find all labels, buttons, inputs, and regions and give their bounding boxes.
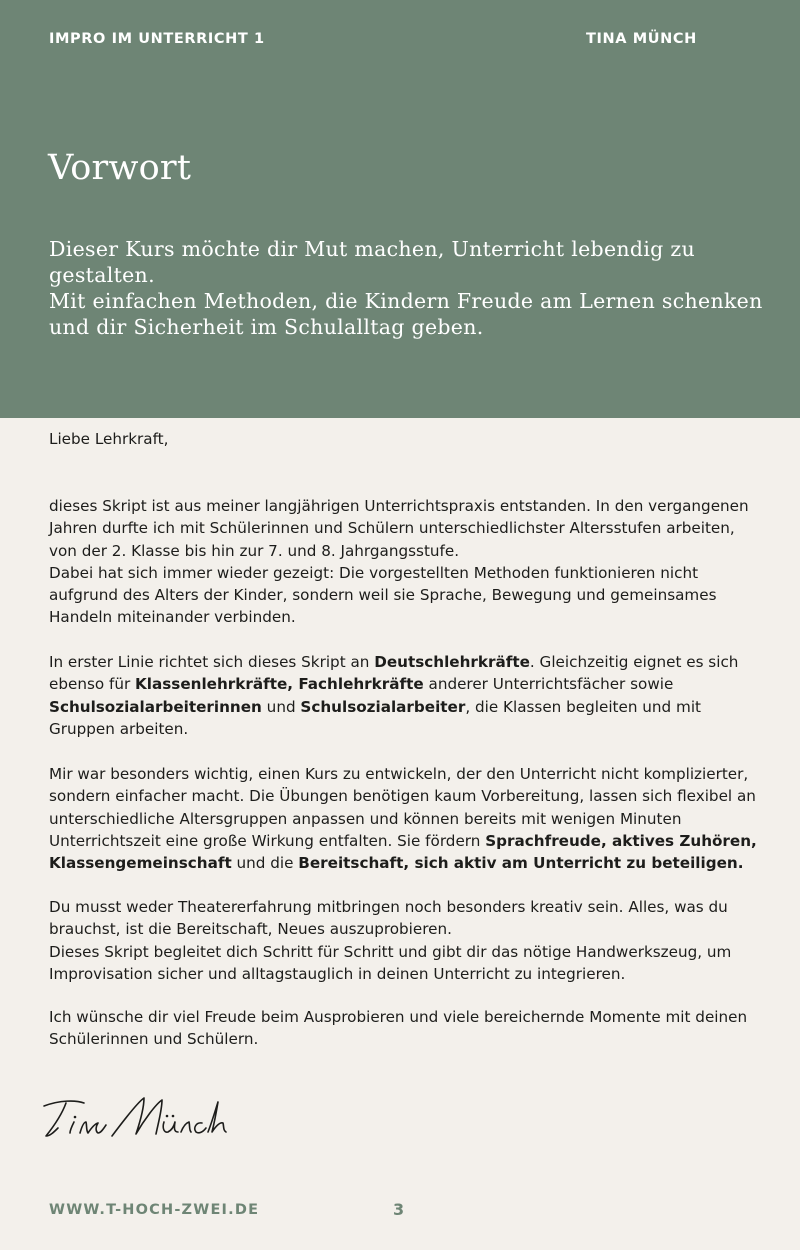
text-run: und xyxy=(261,697,301,716)
course-title: IMPRO IM UNTERRICHT 1 xyxy=(49,31,265,47)
text-run: . Gleichzeitig eignet es sich ebenso für xyxy=(49,653,739,694)
paragraph-text: Ich wünsche dir viel Freude beim Ausprobieren und viele bereichernde Momente mit deinen Schülerinnen und Schülern. xyxy=(49,1008,748,1049)
paragraph-1 xyxy=(49,495,764,629)
paragraph-2 xyxy=(49,651,764,740)
intro-text xyxy=(49,236,769,340)
text-run: und die xyxy=(231,854,299,873)
text-run: Mir war besonders wichtig, einen Kurs zu entwickeln, der den Unterricht nicht komplizierter, sondern einfacher macht. Die Übungen benötigen kaum Vorbereitung, lassen sich flexibel an unterschiedliche Altersgruppen anpassen und können bereits mit wenigen Minuten Unterrichtszeit eine große Wirkung entfalten. Sie fördern xyxy=(49,765,756,850)
intro-line: Mit einfachen Methoden, die Kindern Freude am Lernen schenken und dir Sicherheit im Schulalltag geben. xyxy=(49,289,763,339)
paragraph-text: dieses Skript ist aus meiner langjährigen Unterrichtspraxis entstanden. In den vergangenen Jahren durfte ich mit Schülerinnen und Schülern unterschiedlichster Altersstufen arbeiten, von der 2. Klasse bis hin zur 7. und 8. Jahrgangsstufe. xyxy=(49,497,749,560)
salutation xyxy=(49,428,764,450)
text-run: , die Klassen begleiten und mit Gruppen arbeiten. xyxy=(49,697,701,738)
paragraph-3 xyxy=(49,763,764,874)
text-run: anderer Unterrichtsfächer sowie xyxy=(423,675,674,694)
text-run: In erster Linie richtet sich dieses Skript an xyxy=(49,653,375,671)
bold-run: Schulsozialarbeiter xyxy=(300,697,466,716)
bold-run: Deutschlehrkräfte xyxy=(374,653,530,671)
paragraph-text: Du musst weder Theatererfahrung mitbringen noch besonders kreativ sein. Alles, was du brauchst, ist die Bereitschaft, Neues auszuprobieren. xyxy=(49,898,728,939)
paragraph-4 xyxy=(49,896,764,985)
salutation-text: Liebe Lehrkraft, xyxy=(49,430,169,448)
bold-run: Schulsozialarbeiterinnen xyxy=(49,697,262,716)
page-title: Vorwort xyxy=(48,148,192,188)
handwritten-signature xyxy=(40,1092,230,1144)
paragraph-text: Dabei hat sich immer wieder gezeigt: Die vorgestellten Methoden funktionieren nicht aufgrund des Alters der Kinder, sondern weil sie Sprache, Bewegung und gemeinsames Handeln miteinander verbinden. xyxy=(49,563,717,627)
paragraph-5 xyxy=(49,1006,764,1051)
author-name: TINA MÜNCH xyxy=(586,31,697,47)
bold-run: Klassenlehrkräfte, Fachlehrkräfte xyxy=(135,675,424,694)
intro-line: Dieser Kurs möchte dir Mut machen, Unterricht lebendig zu gestalten. xyxy=(49,237,696,287)
bold-run: Bereitschaft, sich aktiv am Unterricht zu beteiligen. xyxy=(298,854,744,873)
paragraph-text xyxy=(49,651,764,740)
paragraph-text: Dieses Skript begleitet dich Schritt für Schritt und gibt dir das nötige Handwerkszeug, um Improvisation sicher und alltagstauglich in deinen Unterricht zu integrieren. xyxy=(49,942,732,983)
page-number: 3 xyxy=(393,1200,405,1219)
bold-run: Sprachfreude, aktives Zuhören, Klassengemeinschaft xyxy=(49,831,757,873)
paragraph-text xyxy=(49,763,764,874)
website-link[interactable]: WWW.T-HOCH-ZWEI.DE xyxy=(49,1202,260,1218)
header-banner xyxy=(0,0,800,418)
